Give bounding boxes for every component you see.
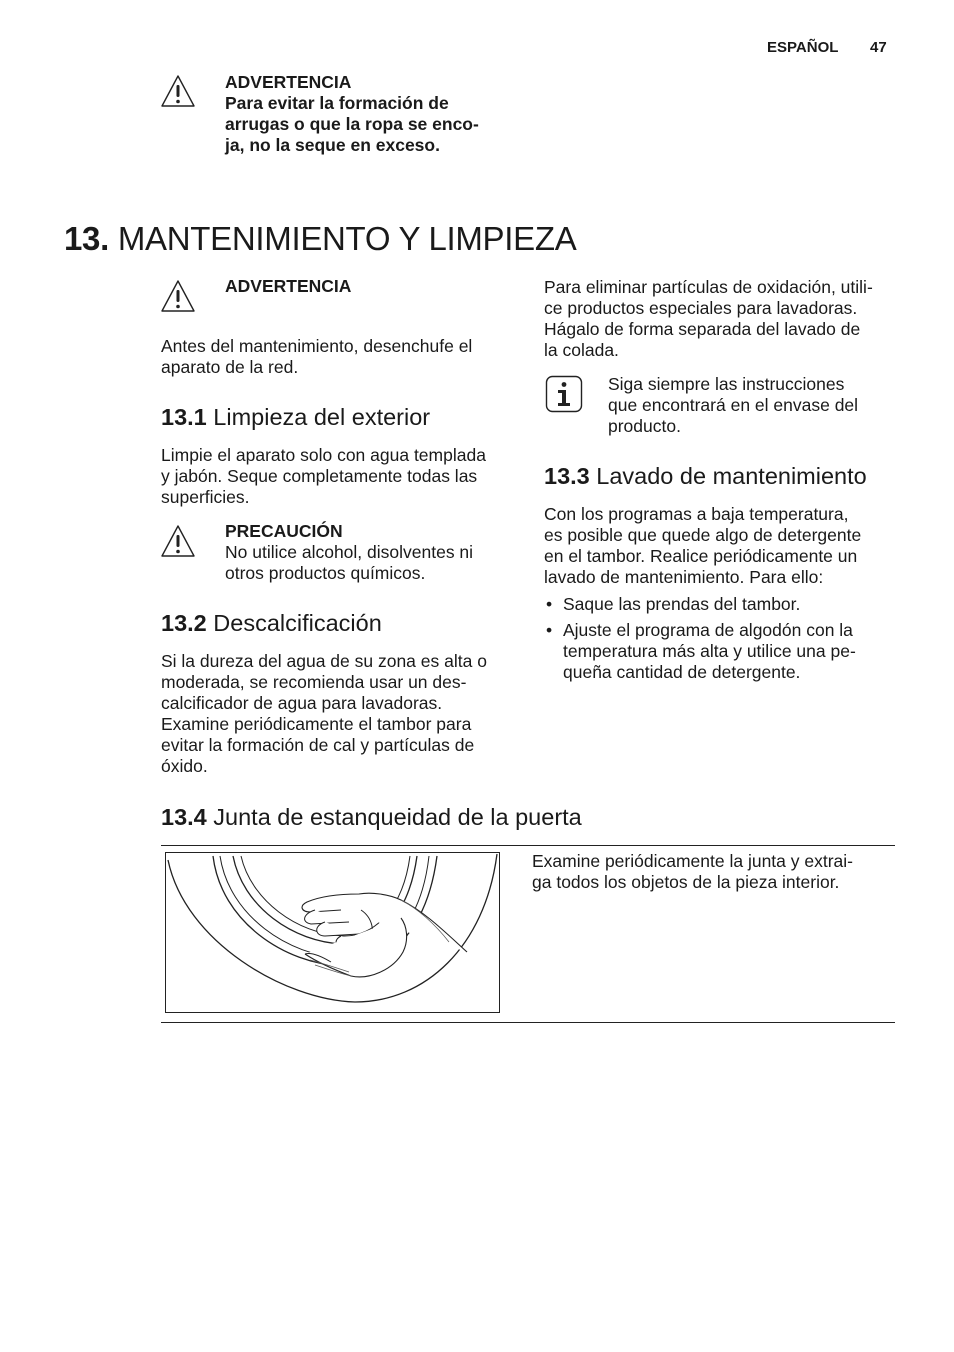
chapter-heading (64, 220, 576, 258)
info-icon (545, 375, 583, 413)
section-13-4-text (532, 851, 892, 893)
table-bottom-rule (161, 1022, 895, 1023)
right-intro-text (544, 277, 904, 361)
warning-triangle-icon (160, 279, 196, 313)
text-line: en el tambor. Realice periódicamente un (544, 546, 858, 566)
text-line: aparato de la red. (161, 357, 299, 377)
section-13-3-text (544, 504, 904, 588)
text-line: y jabón. Seque completamente todas las (161, 466, 478, 486)
text-line: otros productos químicos. (225, 563, 426, 583)
text-line: Hágalo de forma separada del lavado de (544, 319, 861, 339)
caution-block (225, 521, 525, 584)
text-line: óxido. (161, 756, 208, 776)
list-item (544, 620, 904, 683)
maintenance-steps-list (544, 594, 904, 683)
section-13-1-text (161, 445, 521, 508)
text-line: es posible que quede algo de detergente (544, 525, 862, 545)
text-line: Limpie el aparato solo con agua templada (161, 445, 486, 465)
section-number: 13.1 (161, 404, 207, 430)
page-language: ESPAÑOL (767, 39, 839, 56)
section-title: Lavado de mantenimiento (596, 463, 867, 489)
section-title: Descalcificación (213, 610, 382, 636)
info-note (608, 374, 898, 437)
text-line: Examine periódicamente la junta y extrai- (532, 851, 853, 871)
section-heading-13-2 (161, 609, 382, 637)
text-line: Si la dureza del agua de su zona es alta o (161, 651, 487, 671)
warning-title: ADVERTENCIA (225, 72, 352, 92)
text-line: la colada. (544, 340, 619, 360)
section-number: 13.3 (544, 463, 590, 489)
text-line: producto. (608, 416, 681, 436)
text-line: queña cantidad de detergente. (563, 662, 801, 682)
warning-text (161, 336, 521, 378)
section-13-2-text (161, 651, 521, 777)
text-line: Siga siempre las instrucciones (608, 374, 845, 394)
chapter-number: 13. (64, 220, 109, 257)
section-number: 13.2 (161, 610, 207, 636)
caution-title: PRECAUCIÓN (225, 521, 343, 541)
text-line: No utilice alcohol, disolventes ni (225, 542, 474, 562)
section-number: 13.4 (161, 804, 207, 830)
section-heading-13-1 (161, 403, 430, 431)
warning-title: ADVERTENCIA (225, 276, 352, 296)
page-number: 47 (870, 39, 887, 56)
text-line: moderada, se recomienda usar un des- (161, 672, 467, 692)
text-line: Antes del mantenimiento, desenchufe el (161, 336, 473, 356)
text-line: lavado de mantenimiento. Para ello: (544, 567, 824, 587)
top-warning (225, 72, 525, 156)
chapter-title: MANTENIMIENTO Y LIMPIEZA (117, 220, 577, 257)
text-line: superficies. (161, 487, 250, 507)
warning-line: arrugas o que la ropa se enco- (225, 114, 479, 134)
section-title: Limpieza del exterior (213, 404, 431, 430)
warning-line: ja, no la seque en exceso. (225, 135, 440, 155)
warning-triangle-icon (160, 524, 196, 558)
table-top-rule (161, 845, 895, 846)
section-heading-13-3 (544, 462, 867, 490)
text-line: • Ajuste el programa de algodón con la (563, 620, 853, 640)
text-line: Saque las prendas del tambor. (563, 594, 801, 614)
door-seal-hand-illustration (165, 852, 500, 1013)
text-line: Con los programas a baja temperatura, (544, 504, 849, 524)
text-line: Examine periódicamente el tambor para (161, 714, 472, 734)
text-line: evitar la formación de cal y partículas de (161, 735, 475, 755)
text-line: que encontrará en el envase del (608, 395, 859, 415)
list-item (544, 594, 904, 615)
text-line: ce productos especiales para lavadoras. (544, 298, 858, 318)
text-line: calcificador de agua para lavadoras. (161, 693, 443, 713)
text-line: ga todos los objetos de la pieza interior. (532, 872, 840, 892)
section-heading-13-4 (161, 803, 582, 831)
section-title: Junta de estanqueidad de la puerta (213, 804, 582, 830)
text-line: temperatura más alta y utilice una pe- (563, 641, 856, 661)
warning-line: Para evitar la formación de (225, 93, 449, 113)
text-line: Para eliminar partículas de oxidación, utili- (544, 277, 873, 297)
warning-triangle-icon (160, 74, 196, 108)
